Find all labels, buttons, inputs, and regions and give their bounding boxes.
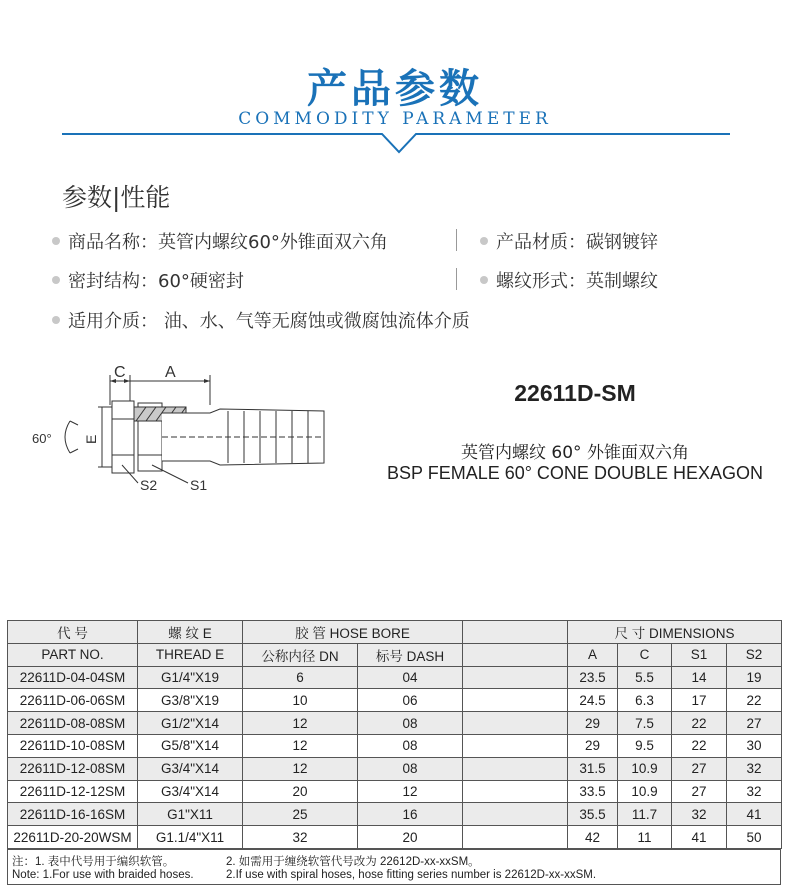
param-material-text: 产品材质：碳钢镀锌 — [496, 232, 658, 253]
cell-thread: G1"X11 — [138, 803, 243, 826]
dim-label-a: A — [165, 364, 176, 381]
cell-dash: 12 — [358, 780, 463, 803]
cell-dash: 06 — [358, 689, 463, 712]
param-thread — [480, 267, 658, 293]
table-subheader-row — [8, 643, 782, 666]
cell-dn: 25 — [243, 803, 358, 826]
cell-s2: 41 — [727, 803, 782, 826]
cell-dash: 20 — [358, 826, 463, 849]
header-dn: 公称内径 DN — [243, 643, 358, 666]
cell-a: 35.5 — [568, 803, 618, 826]
header-part: PART NO. — [8, 643, 138, 666]
cell-dn: 6 — [243, 666, 358, 689]
param-medium-text: 适用介质： 油、水、气等无腐蚀或微腐蚀流体介质 — [68, 311, 470, 332]
cell-s1: 41 — [672, 826, 727, 849]
cell-s1: 32 — [672, 803, 727, 826]
model-number: 22611D-SM — [514, 380, 636, 406]
cell-a: 29 — [568, 734, 618, 757]
header-blank — [463, 621, 568, 644]
cell-a: 23.5 — [568, 666, 618, 689]
param-seal — [52, 267, 244, 293]
note-cn-2: 2. 如需用于缠绕软管代号改为 22612D-xx-xxSM。 — [226, 856, 480, 868]
header-hose-bore: 胶 管 HOSE BORE — [243, 621, 463, 644]
cell-thread: G1/2"X14 — [138, 712, 243, 735]
cell-c: 11 — [618, 826, 672, 849]
cell-s2: 50 — [727, 826, 782, 849]
param-material — [480, 228, 658, 254]
bullet-icon — [52, 237, 60, 245]
cell-blank — [463, 757, 568, 780]
page-subtitle: COMMODITY PARAMETER — [238, 109, 552, 129]
header-s1: S1 — [672, 643, 727, 666]
cell-dash: 08 — [358, 757, 463, 780]
cell-s2: 32 — [727, 780, 782, 803]
cell-a: 33.5 — [568, 780, 618, 803]
bullet-icon — [52, 276, 60, 284]
cell-part-no: 22611D-04-04SM — [8, 666, 138, 689]
cell-part-no: 22611D-06-06SM — [8, 689, 138, 712]
dim-label-c: C — [114, 364, 126, 381]
param-name-text: 商品名称：英管内螺纹60°外锥面双六角 — [68, 232, 388, 253]
cell-dash: 08 — [358, 712, 463, 735]
cell-blank — [463, 689, 568, 712]
cell-s1: 17 — [672, 689, 727, 712]
cell-s2: 22 — [727, 689, 782, 712]
section-heading: 参数|性能 — [62, 183, 171, 212]
cell-thread: G1/4"X19 — [138, 666, 243, 689]
header-thread-cn: 螺 纹 E — [138, 621, 243, 644]
cell-dn: 32 — [243, 826, 358, 849]
bullet-icon — [52, 316, 60, 324]
cell-s1: 22 — [672, 734, 727, 757]
param-separator — [456, 268, 457, 290]
param-medium — [52, 307, 470, 333]
cell-a: 31.5 — [568, 757, 618, 780]
header-c: C — [618, 643, 672, 666]
cell-part-no: 22611D-12-08SM — [8, 757, 138, 780]
cell-blank — [463, 780, 568, 803]
dim-label-s2: S2 — [140, 477, 158, 493]
cell-blank — [463, 803, 568, 826]
header-dash: 标号 DASH — [358, 643, 463, 666]
cell-s2: 30 — [727, 734, 782, 757]
cell-s1: 22 — [672, 712, 727, 735]
cell-thread: G5/8"X14 — [138, 734, 243, 757]
param-name — [52, 228, 388, 254]
title-divider — [62, 126, 730, 160]
cell-blank — [463, 666, 568, 689]
cell-dn: 20 — [243, 780, 358, 803]
table-row — [8, 803, 782, 826]
cell-part-no: 22611D-10-08SM — [8, 734, 138, 757]
cell-dn: 12 — [243, 712, 358, 735]
fitting-drawing — [30, 355, 340, 505]
cell-a: 24.5 — [568, 689, 618, 712]
header-part-cn: 代 号 — [8, 621, 138, 644]
param-separator — [456, 229, 457, 251]
cell-a: 42 — [568, 826, 618, 849]
cell-thread: G3/4"X14 — [138, 757, 243, 780]
param-seal-text: 密封结构：60°硬密封 — [68, 271, 244, 292]
table-row — [8, 689, 782, 712]
cell-s1: 14 — [672, 666, 727, 689]
note-en-1: Note: 1.For use with braided hoses. — [12, 869, 194, 881]
cell-s2: 27 — [727, 712, 782, 735]
product-desc-en: BSP FEMALE 60° CONE DOUBLE HEXAGON — [387, 463, 763, 483]
table-row — [8, 712, 782, 735]
cell-c: 5.5 — [618, 666, 672, 689]
note-cn-1: 注：1. 表中代号用于编织软管。 — [12, 856, 175, 868]
page-title: 产品参数 — [307, 66, 483, 112]
cell-s1: 27 — [672, 757, 727, 780]
dim-label-e: E — [83, 434, 99, 444]
cell-c: 6.3 — [618, 689, 672, 712]
table-row — [8, 826, 782, 849]
cell-c: 10.9 — [618, 757, 672, 780]
table-row — [8, 757, 782, 780]
header-dimensions: 尺 寸 DIMENSIONS — [568, 621, 782, 644]
cell-thread: G3/4"X14 — [138, 780, 243, 803]
cell-dash: 08 — [358, 734, 463, 757]
cell-dn: 10 — [243, 689, 358, 712]
cell-s1: 27 — [672, 780, 727, 803]
cell-c: 11.7 — [618, 803, 672, 826]
cell-dash: 04 — [358, 666, 463, 689]
spec-table — [7, 620, 782, 849]
bullet-icon — [480, 237, 488, 245]
header-s2: S2 — [727, 643, 782, 666]
dim-label-s1: S1 — [190, 477, 208, 493]
cell-blank — [463, 734, 568, 757]
header-a: A — [568, 643, 618, 666]
table-row — [8, 734, 782, 757]
cell-a: 29 — [568, 712, 618, 735]
note-en-2: 2.If use with spiral hoses, hose fitting series number is 22612D-xx-xxSM. — [226, 869, 597, 881]
cell-blank — [463, 826, 568, 849]
cell-s2: 32 — [727, 757, 782, 780]
bullet-icon — [480, 276, 488, 284]
table-notes — [7, 849, 781, 885]
dim-label-angle: 60° — [32, 431, 52, 446]
table-row — [8, 666, 782, 689]
cell-part-no: 22611D-12-12SM — [8, 780, 138, 803]
header-thread: THREAD E — [138, 643, 243, 666]
product-desc-cn: 英管内螺纹 60° 外锥面双六角 — [461, 443, 689, 463]
cell-thread: G1.1/4"X11 — [138, 826, 243, 849]
cell-dash: 16 — [358, 803, 463, 826]
cell-c: 9.5 — [618, 734, 672, 757]
cell-c: 7.5 — [618, 712, 672, 735]
cell-blank — [463, 712, 568, 735]
cell-part-no: 22611D-16-16SM — [8, 803, 138, 826]
cell-part-no: 22611D-20-20WSM — [8, 826, 138, 849]
param-thread-text: 螺纹形式：英制螺纹 — [496, 271, 658, 292]
header-blank — [463, 643, 568, 666]
table-header-row — [8, 621, 782, 644]
cell-thread: G3/8"X19 — [138, 689, 243, 712]
table-row — [8, 780, 782, 803]
cell-c: 10.9 — [618, 780, 672, 803]
cell-dn: 12 — [243, 734, 358, 757]
cell-s2: 19 — [727, 666, 782, 689]
cell-dn: 12 — [243, 757, 358, 780]
cell-part-no: 22611D-08-08SM — [8, 712, 138, 735]
